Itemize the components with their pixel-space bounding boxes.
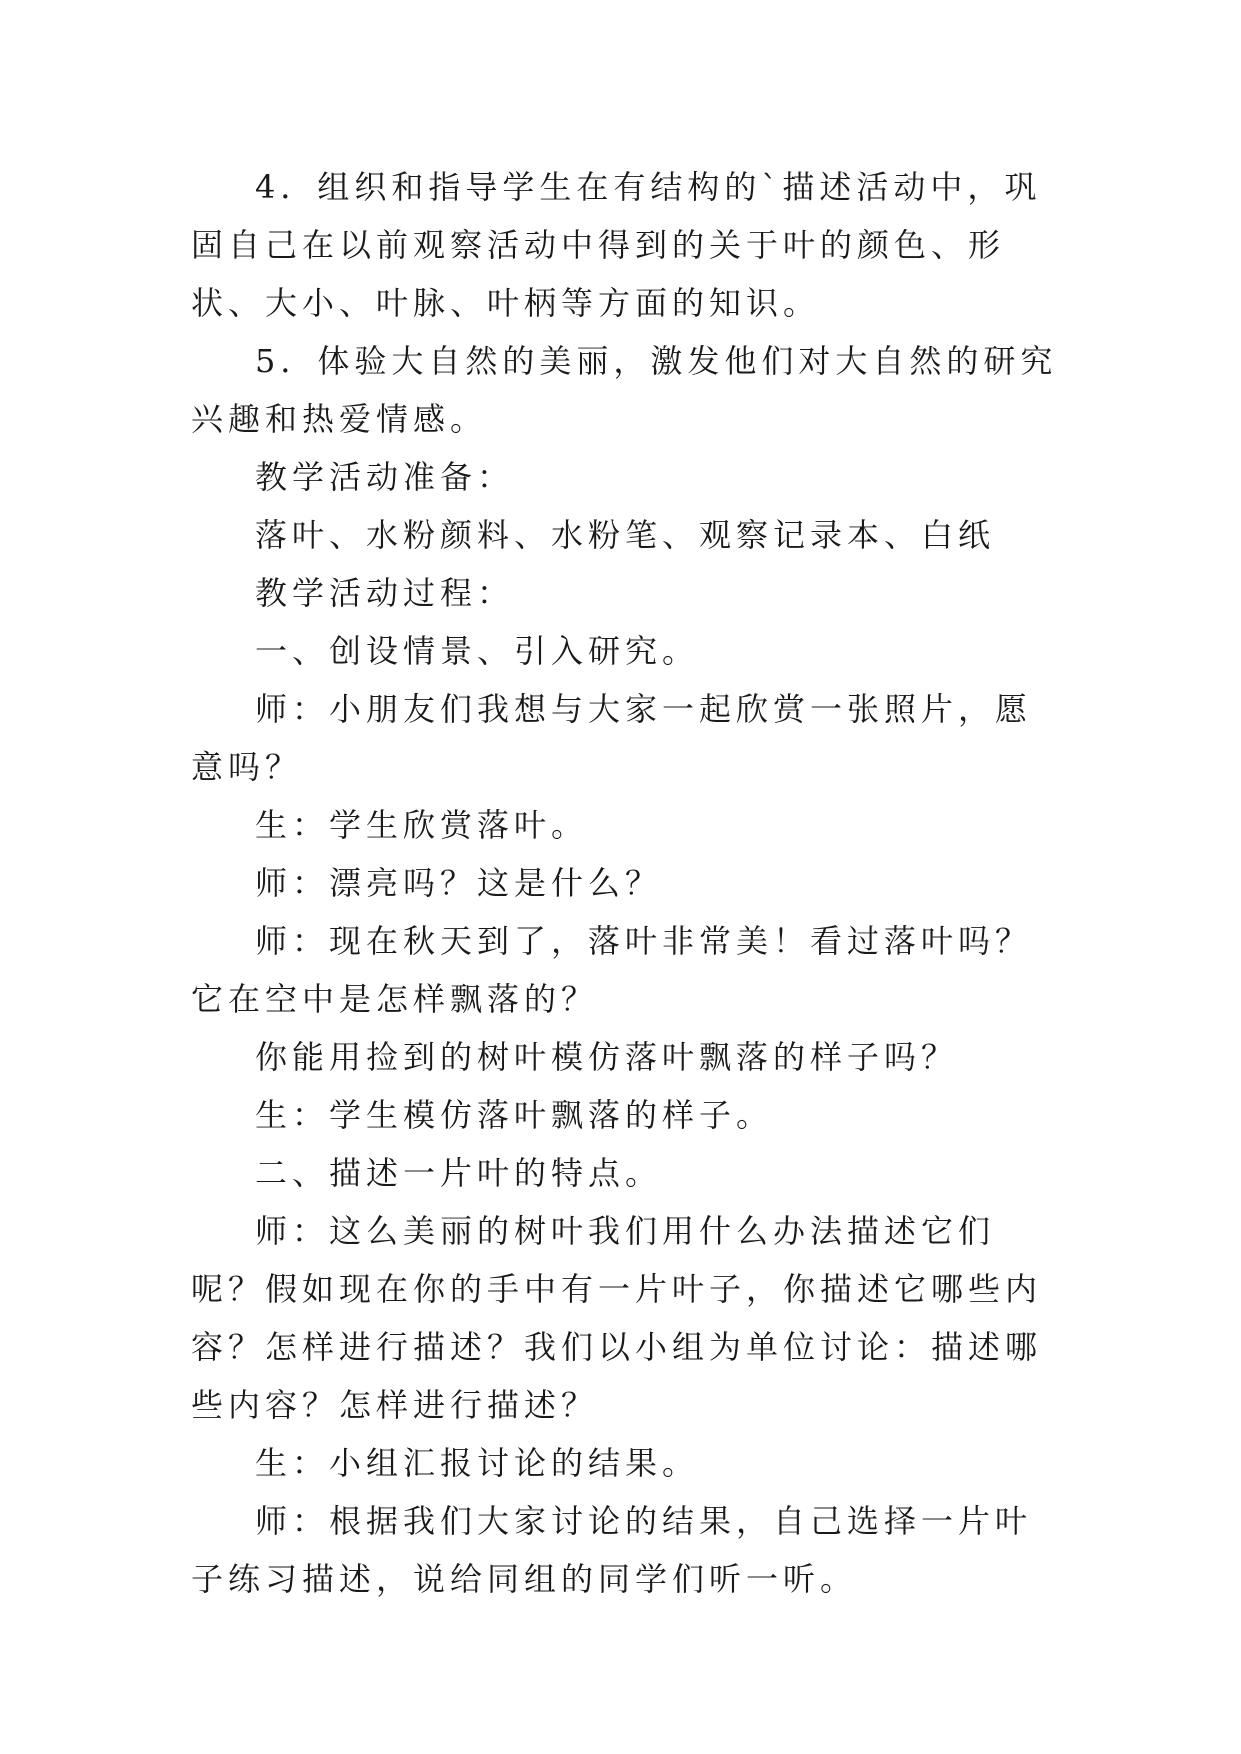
dialogue-line: 生：学生欣赏落叶。 [255,806,589,844]
document-body [191,158,1061,1608]
dialogue-line: 师：小朋友们我想与大家一起欣赏一张照片，愿意吗？ [191,690,1033,786]
section-heading-1: 一、创设情景、引入研究。 [255,632,700,670]
heading-preparation: 教学活动准备： [255,458,515,496]
dialogue-line: 师：现在秋天到了，落叶非常美！看过落叶吗？它在空中是怎样飘落的？ [191,922,1033,1018]
dialogue-line: 生：小组汇报讨论的结果。 [255,1444,700,1482]
dialogue-line: 师：根据我们大家讨论的结果，自己选择一片叶子练习描述，说给同组的同学们听一听。 [191,1502,1033,1598]
heading-process: 教学活动过程： [255,574,515,612]
dialogue-line: 你能用捡到的树叶模仿落叶飘落的样子吗？ [255,1038,959,1076]
section-heading-2: 二、描述一片叶的特点。 [255,1154,663,1192]
paragraph-materials: 落叶、水粉颜料、水粉笔、观察记录本、白纸 [255,516,996,554]
dialogue-line: 生：学生模仿落叶飘落的样子。 [255,1096,774,1134]
dialogue-line: 师：漂亮吗？这是什么？ [255,864,663,902]
paragraph-objective-4: 4．组织和指导学生在有结构的`描述活动中，巩固自己在以前观察活动中得到的关于叶的颜色、形状、大小、叶脉、叶柄等方面的知识。 [191,168,1042,322]
paragraph-objective-5: 5．体验大自然的美丽，激发他们对大自然的研究兴趣和热爱情感。 [191,342,1058,438]
dialogue-line: 师：这么美丽的树叶我们用什么办法描述它们呢？假如现在你的手中有一片叶子，你描述它哪些内容？怎样进行描述？我们以小组为单位讨论：描述哪些内容？怎样进行描述？ [191,1212,1043,1424]
